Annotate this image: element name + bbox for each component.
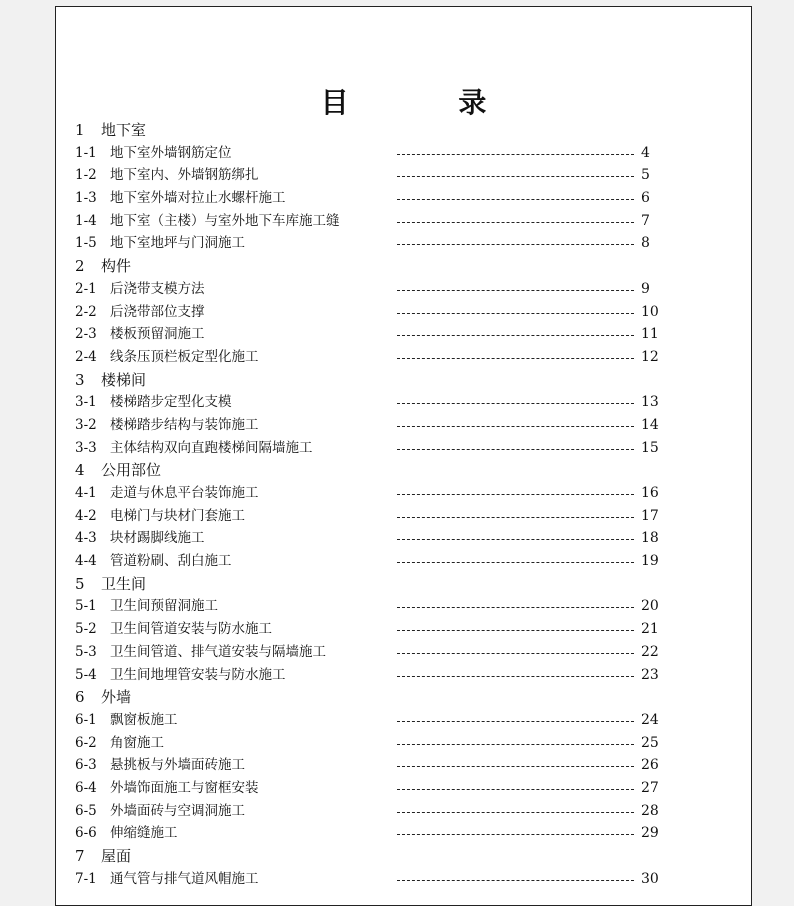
entry-number: 1-5 bbox=[75, 235, 97, 252]
entry-number: 3-1 bbox=[75, 394, 97, 411]
section-label: 地下室 bbox=[101, 121, 147, 139]
entry-number: 3-2 bbox=[75, 416, 97, 433]
entry-page-number: 20 bbox=[641, 598, 659, 615]
dotted-leader bbox=[397, 744, 634, 745]
toc-section-heading[interactable] bbox=[75, 369, 715, 392]
toc-entry[interactable] bbox=[75, 414, 715, 437]
toc-entry[interactable] bbox=[75, 301, 715, 324]
entry-number: 6-6 bbox=[75, 825, 97, 842]
entry-label: 楼梯踏步定型化支模 bbox=[110, 394, 232, 411]
section-number: 3 bbox=[75, 370, 85, 389]
dotted-leader bbox=[397, 539, 634, 540]
entry-number: 1-3 bbox=[75, 190, 97, 207]
entry-label: 线条压顶栏板定型化施工 bbox=[110, 348, 259, 365]
entry-page-number: 21 bbox=[641, 621, 659, 638]
section-number: 5 bbox=[75, 574, 85, 593]
entry-number: 3-3 bbox=[75, 439, 97, 456]
entry-label: 卫生间预留洞施工 bbox=[110, 598, 218, 615]
toc-entry[interactable] bbox=[75, 210, 715, 233]
entry-page-number: 18 bbox=[641, 530, 659, 547]
entry-label: 楼板预留洞施工 bbox=[110, 326, 205, 343]
dotted-leader bbox=[397, 335, 634, 336]
entry-number: 1-4 bbox=[75, 212, 97, 229]
dotted-leader bbox=[397, 290, 634, 291]
toc-entry[interactable] bbox=[75, 800, 715, 823]
dotted-leader bbox=[397, 494, 634, 495]
section-number: 7 bbox=[75, 847, 85, 865]
entry-label: 伸缩缝施工 bbox=[110, 825, 178, 842]
section-label: 卫生间 bbox=[101, 574, 147, 593]
toc-entry[interactable] bbox=[75, 641, 715, 664]
entry-number: 6-4 bbox=[75, 779, 97, 796]
entry-page-number: 17 bbox=[641, 507, 659, 524]
entry-page-number: 10 bbox=[641, 303, 659, 320]
entry-page-number: 11 bbox=[641, 326, 659, 343]
toc-entry[interactable] bbox=[75, 777, 715, 800]
entry-number: 5-1 bbox=[75, 598, 97, 615]
entry-page-number: 8 bbox=[641, 235, 650, 252]
entry-page-number: 16 bbox=[641, 485, 659, 501]
entry-number: 2-4 bbox=[75, 348, 97, 365]
toc-section-heading[interactable] bbox=[75, 686, 715, 709]
entry-label: 地下室（主楼）与室外地下车库施工缝 bbox=[110, 212, 340, 229]
toc-entry[interactable] bbox=[75, 278, 715, 301]
dotted-leader bbox=[397, 517, 634, 518]
entry-number: 5-2 bbox=[75, 621, 97, 638]
entry-number: 2-3 bbox=[75, 326, 97, 343]
entry-label: 块材踢脚线施工 bbox=[110, 530, 205, 547]
toc-section-heading[interactable] bbox=[75, 845, 715, 868]
entry-number: 4-1 bbox=[75, 485, 97, 501]
dotted-leader bbox=[397, 199, 634, 200]
dotted-leader bbox=[397, 154, 634, 155]
entry-number: 4-4 bbox=[75, 553, 97, 570]
entry-page-number: 14 bbox=[641, 416, 659, 433]
entry-label: 后浇带部位支撑 bbox=[110, 303, 205, 320]
entry-page-number: 6 bbox=[641, 190, 650, 207]
toc-title: 目 录 bbox=[320, 86, 537, 119]
dotted-leader bbox=[397, 426, 634, 427]
entry-number: 7-1 bbox=[75, 870, 97, 887]
section-label: 外墙 bbox=[101, 688, 132, 707]
dotted-leader bbox=[397, 630, 634, 631]
entry-number: 5-3 bbox=[75, 643, 97, 660]
section-label: 构件 bbox=[101, 257, 132, 276]
section-label: 公用部位 bbox=[101, 461, 162, 480]
entry-page-number: 22 bbox=[641, 643, 659, 660]
toc-section-heading[interactable] bbox=[75, 459, 715, 482]
dotted-leader bbox=[397, 789, 634, 790]
entry-number: 6-1 bbox=[75, 711, 97, 728]
entry-number: 2-1 bbox=[75, 280, 97, 297]
toc-entry[interactable] bbox=[75, 346, 715, 369]
toc-entry[interactable] bbox=[75, 822, 715, 845]
section-label: 楼梯间 bbox=[101, 370, 147, 389]
entry-page-number: 30 bbox=[641, 870, 659, 887]
toc-entry[interactable] bbox=[75, 142, 715, 165]
dotted-leader bbox=[397, 449, 634, 450]
dotted-leader bbox=[397, 222, 634, 223]
entry-label: 管道粉刷、刮白施工 bbox=[110, 553, 232, 570]
entry-label: 飘窗板施工 bbox=[110, 711, 178, 728]
toc-entry[interactable] bbox=[75, 868, 715, 891]
toc-entry[interactable] bbox=[75, 187, 715, 210]
entry-page-number: 19 bbox=[641, 553, 659, 570]
entry-label: 地下室外墙对拉止水螺杆施工 bbox=[110, 190, 286, 207]
entry-page-number: 4 bbox=[641, 144, 650, 161]
toc-section-heading[interactable] bbox=[75, 119, 715, 142]
dotted-leader bbox=[397, 244, 634, 245]
entry-number: 5-4 bbox=[75, 666, 97, 683]
dotted-leader bbox=[397, 676, 634, 677]
toc-entry[interactable] bbox=[75, 232, 715, 255]
toc-entry[interactable] bbox=[75, 437, 715, 460]
section-number: 1 bbox=[75, 121, 85, 139]
entry-number: 6-2 bbox=[75, 734, 97, 751]
entry-page-number: 9 bbox=[641, 280, 650, 297]
toc-entry[interactable] bbox=[75, 595, 715, 618]
entry-label: 主体结构双向直跑楼梯间隔墙施工 bbox=[110, 439, 313, 456]
dotted-leader bbox=[397, 766, 634, 767]
entry-label: 地下室地坪与门洞施工 bbox=[110, 235, 245, 252]
entry-page-number: 12 bbox=[641, 348, 659, 365]
toc-entry[interactable] bbox=[75, 391, 715, 414]
dotted-leader bbox=[397, 653, 634, 654]
dotted-leader bbox=[397, 834, 634, 835]
entry-page-number: 29 bbox=[641, 825, 659, 842]
toc-entry[interactable] bbox=[75, 754, 715, 777]
entry-label: 走道与休息平台装饰施工 bbox=[110, 485, 259, 501]
entry-label: 通气管与排气道风帽施工 bbox=[110, 870, 259, 887]
entry-number: 6-3 bbox=[75, 757, 97, 774]
entry-label: 地下室外墙钢筋定位 bbox=[110, 144, 232, 161]
toc-entry[interactable] bbox=[75, 618, 715, 641]
section-number: 6 bbox=[75, 688, 85, 707]
dotted-leader bbox=[397, 358, 634, 359]
entry-page-number: 25 bbox=[641, 734, 659, 751]
toc-section-heading[interactable] bbox=[75, 255, 715, 278]
entry-page-number: 24 bbox=[641, 711, 659, 728]
entry-page-number: 26 bbox=[641, 757, 659, 774]
dotted-leader bbox=[397, 403, 634, 404]
entry-page-number: 5 bbox=[641, 167, 650, 184]
toc-entry[interactable] bbox=[75, 323, 715, 346]
toc-entry[interactable] bbox=[75, 664, 715, 687]
dotted-leader bbox=[397, 812, 634, 813]
entry-label: 楼梯踏步结构与装饰施工 bbox=[110, 416, 259, 433]
entry-label: 卫生间管道安装与防水施工 bbox=[110, 621, 272, 638]
document-page bbox=[55, 6, 752, 906]
entry-page-number: 13 bbox=[641, 394, 659, 411]
entry-number: 4-2 bbox=[75, 507, 97, 524]
entry-label: 外墙饰面施工与窗框安装 bbox=[110, 779, 259, 796]
section-number: 2 bbox=[75, 257, 85, 276]
toc-section-heading[interactable] bbox=[75, 573, 715, 596]
toc-entry[interactable] bbox=[75, 550, 715, 573]
section-label: 屋面 bbox=[101, 847, 132, 865]
entry-label: 地下室内、外墙钢筋绑扎 bbox=[110, 167, 259, 184]
toc-entry[interactable] bbox=[75, 505, 715, 528]
entry-number: 1-2 bbox=[75, 167, 97, 184]
dotted-leader bbox=[397, 880, 634, 881]
dotted-leader bbox=[397, 562, 634, 563]
entry-label: 卫生间管道、排气道安装与隔墙施工 bbox=[110, 643, 326, 660]
toc-entry[interactable] bbox=[75, 527, 715, 550]
toc-entry[interactable] bbox=[75, 164, 715, 187]
entry-number: 2-2 bbox=[75, 303, 97, 320]
entry-label: 后浇带支模方法 bbox=[110, 280, 205, 297]
dotted-leader bbox=[397, 721, 634, 722]
entry-label: 角窗施工 bbox=[110, 734, 164, 751]
entry-label: 电梯门与块材门套施工 bbox=[110, 507, 245, 524]
entry-number: 6-5 bbox=[75, 802, 97, 819]
entry-label: 外墙面砖与空调洞施工 bbox=[110, 802, 245, 819]
section-number: 4 bbox=[75, 461, 85, 480]
dotted-leader bbox=[397, 313, 634, 314]
entry-number: 1-1 bbox=[75, 144, 97, 161]
dotted-leader bbox=[397, 607, 634, 608]
toc-entry[interactable] bbox=[75, 709, 715, 732]
toc-entry[interactable] bbox=[75, 732, 715, 755]
entry-page-number: 28 bbox=[641, 802, 659, 819]
dotted-leader bbox=[397, 176, 634, 177]
entry-page-number: 15 bbox=[641, 439, 659, 456]
table-of-contents bbox=[75, 119, 715, 890]
entry-label: 卫生间地埋管安装与防水施工 bbox=[110, 666, 286, 683]
toc-entry[interactable] bbox=[75, 482, 715, 505]
entry-page-number: 23 bbox=[641, 666, 659, 683]
entry-label: 悬挑板与外墙面砖施工 bbox=[110, 757, 245, 774]
entry-page-number: 27 bbox=[641, 779, 659, 796]
entry-number: 4-3 bbox=[75, 530, 97, 547]
entry-page-number: 7 bbox=[641, 212, 650, 229]
